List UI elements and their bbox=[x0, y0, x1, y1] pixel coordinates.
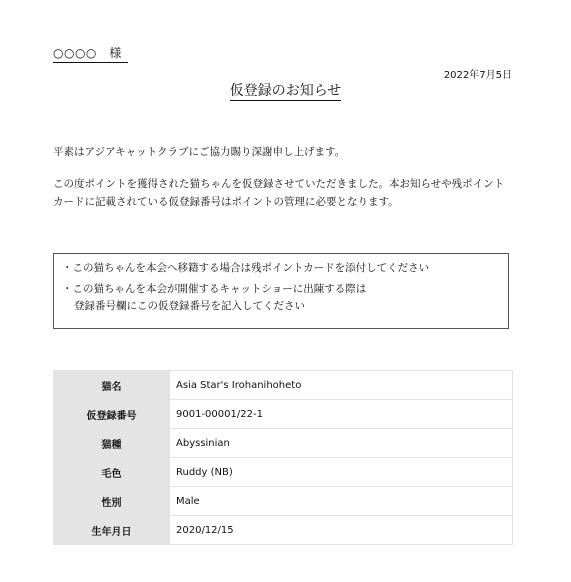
label-sex: 性別 bbox=[54, 487, 170, 516]
notice-item-show-line1: ・この猫ちゃんを本会が開催するキャットショーに出陳する際は bbox=[62, 283, 367, 295]
label-breed: 猫種 bbox=[54, 429, 170, 458]
addressee: ○○○○ 様 bbox=[53, 44, 128, 63]
notice-item-transfer: ・この猫ちゃんを本会へ移籍する場合は残ポイントカードを添付してください bbox=[62, 262, 430, 274]
table-row-color bbox=[54, 458, 513, 487]
cat-info-table bbox=[53, 370, 513, 545]
value-provisional-number: 9001-00001/22-1 bbox=[170, 400, 513, 429]
greeting-text: 平素はアジアキャットクラブにご協力賜り深謝申し上げます。 bbox=[53, 146, 346, 158]
label-cat-name: 猫名 bbox=[54, 371, 170, 400]
page-title bbox=[0, 80, 571, 100]
notice-paragraph: この度ポイントを獲得された猫ちゃんを仮登録させていただきました。本お知らせや残ポイントカードに記載されている仮登録番号はポイントの管理に必要となります。 bbox=[53, 178, 505, 208]
table-row-birth-date bbox=[54, 516, 513, 545]
table-row-provisional-number bbox=[54, 400, 513, 429]
value-birth-date: 2020/12/15 bbox=[170, 516, 513, 545]
notice-box bbox=[53, 253, 509, 329]
notice-item-show-line2: 登録番号欄にこの仮登録番号を記入してください bbox=[74, 300, 305, 312]
value-sex: Male bbox=[170, 487, 513, 516]
value-color: Ruddy (NB) bbox=[170, 458, 513, 487]
table-row-sex bbox=[54, 487, 513, 516]
label-provisional-number: 仮登録番号 bbox=[54, 400, 170, 429]
label-color: 毛色 bbox=[54, 458, 170, 487]
label-birth-date: 生年月日 bbox=[54, 516, 170, 545]
table-row-cat-name bbox=[54, 371, 513, 400]
table-row-breed bbox=[54, 429, 513, 458]
value-cat-name: Asia Star's Irohanihoheto bbox=[170, 371, 513, 400]
issue-date: 2022年7月5日 bbox=[443, 70, 512, 81]
page-title-text: 仮登録のお知らせ bbox=[229, 83, 342, 99]
notice-item-show bbox=[62, 281, 500, 315]
value-breed: Abyssinian bbox=[170, 429, 513, 458]
